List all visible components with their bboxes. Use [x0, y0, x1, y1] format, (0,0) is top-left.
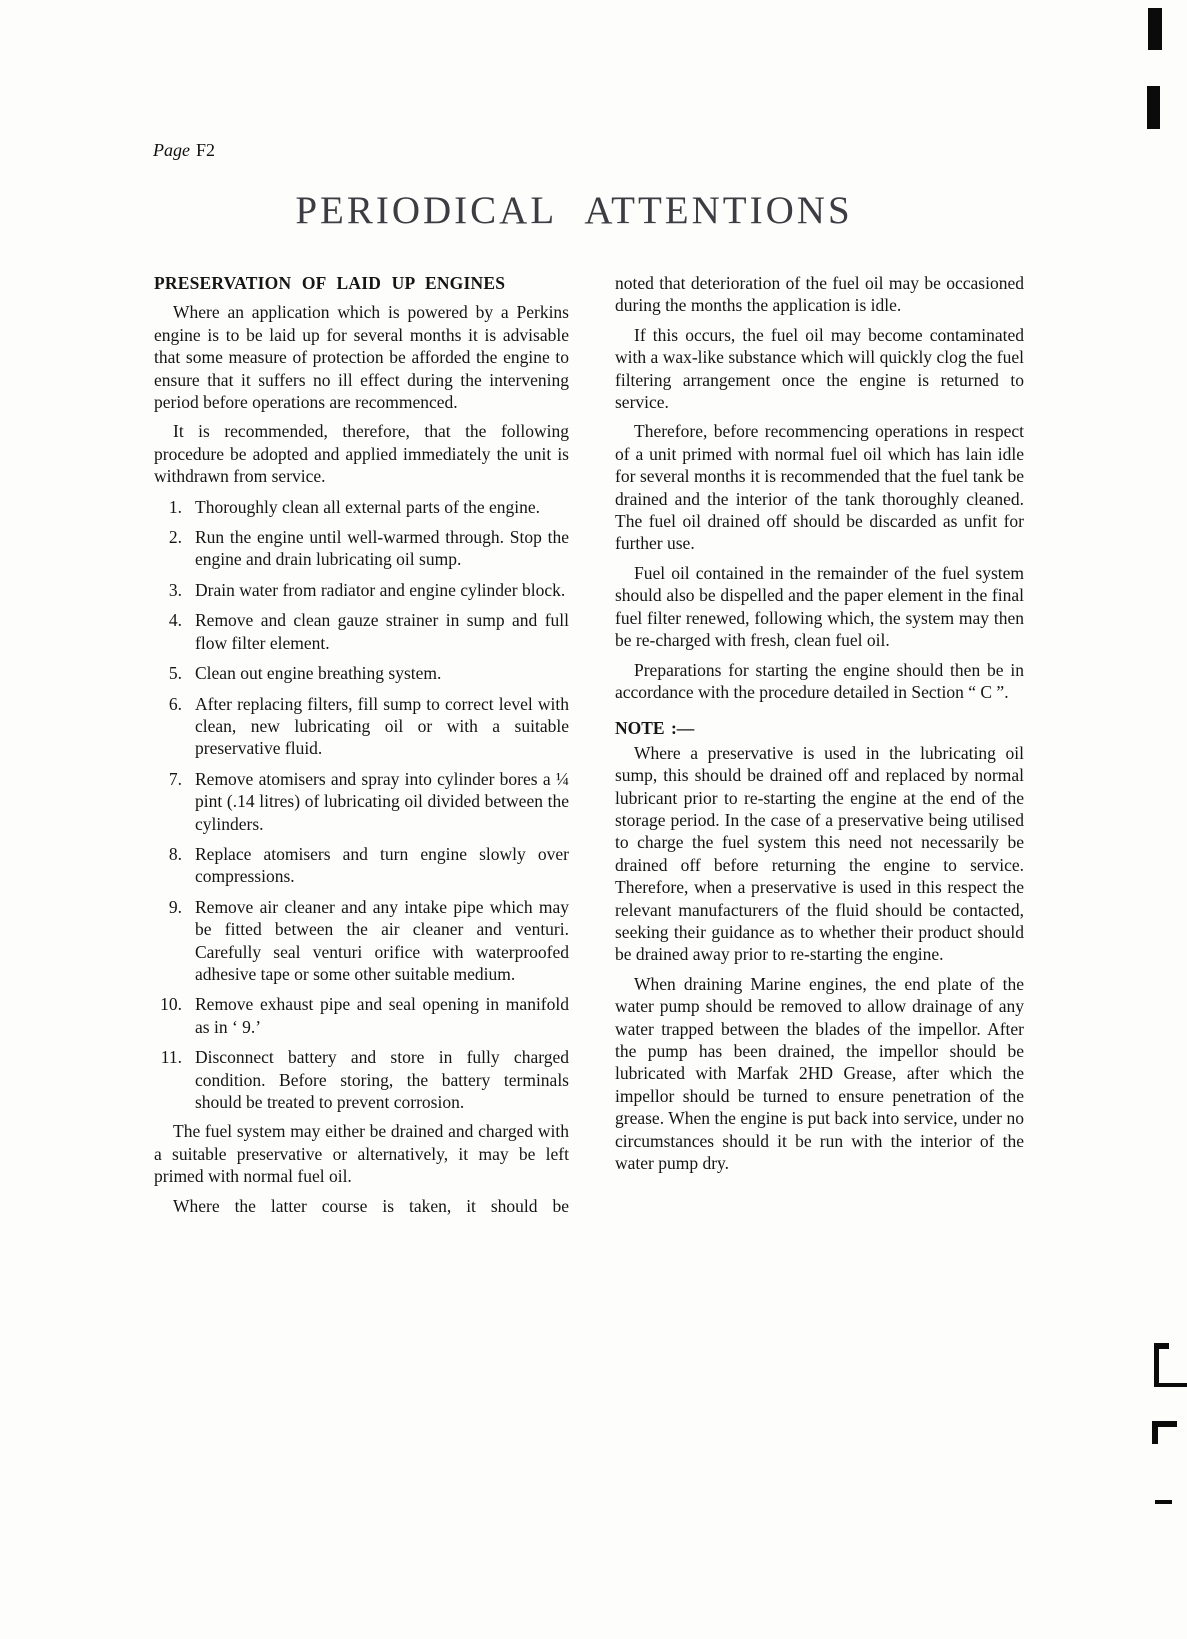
list-item	[154, 693, 569, 760]
right-column	[615, 272, 1024, 1217]
two-column-body	[154, 272, 1024, 1217]
list-item	[154, 662, 569, 684]
list-item-text: Drain water from radiator and engine cylinder block.	[195, 579, 566, 600]
paragraph: Therefore, before recommencing operations in respect of a unit primed with normal fuel oil which has lain idle for several months it is recommended that the fuel tank be drained and the interior of the tank thoroughly cleaned. The fuel oil drained off should be discarded as unfit for further use.	[615, 421, 1024, 554]
paragraph: Preparations for starting the engine should then be in accordance with the procedure detailed in Section “ C ”.	[615, 659, 1024, 702]
corner-dash-icon	[1155, 1500, 1172, 1504]
list-item-number: 6.	[168, 693, 182, 714]
page-title: PERIODICAL ATTENTIONS	[295, 189, 853, 232]
list-item	[154, 993, 569, 1038]
section-heading: PRESERVATION OF LAID UP ENGINES	[154, 273, 506, 293]
list-item-text: Remove exhaust pipe and seal opening in manifold as in ‘ 9.’	[195, 994, 569, 1037]
registration-bar-icon	[1147, 86, 1160, 129]
list-item-number: 2.	[168, 527, 182, 548]
list-item	[154, 579, 569, 601]
list-item-text: Thoroughly clean all external parts of the engine.	[195, 496, 541, 517]
left-column	[154, 272, 569, 1217]
list-item-text: After replacing filters, fill sump to correct level with clean, new lubricating oil or with a suitable preservative fluid.	[195, 693, 569, 759]
paragraph: noted that deterioration of the fuel oil may be occasioned during the months the application is idle.	[615, 273, 1024, 316]
list-item	[154, 496, 569, 518]
list-item-number: 7.	[168, 768, 182, 789]
list-item-text: Remove and clean gauze strainer in sump and full flow filter element.	[195, 610, 569, 653]
list-item	[154, 1046, 569, 1113]
page-label-word: Page	[153, 140, 190, 160]
list-item-text: Remove atomisers and spray into cylinder bores a ¼ pint (.14 litres) of lubricating oil divided between the cylinders.	[195, 768, 569, 834]
note-block	[615, 717, 1024, 1174]
list-item-number: 5.	[168, 663, 182, 684]
list-item-number: 1.	[168, 496, 182, 517]
list-item-number: 9.	[168, 896, 182, 917]
paragraph: Where an application which is powered by a Perkins engine is to be laid up for several months it is advisable that some measure of protection be afforded the engine to ensure that it suffers no ill effect during the intervening period before operations are recommenced.	[154, 302, 569, 413]
list-item-text: Run the engine until well-warmed through. Stop the engine and drain lubricating oil sump.	[195, 527, 569, 570]
list-item	[154, 896, 569, 986]
list-item	[154, 843, 569, 888]
paragraph: When draining Marine engines, the end plate of the water pump should be removed to allow drainage of any water trapped between the blades of the impellor. After the pump has been drained, the impellor should be lubricated with Marfak 2HD Grease, after which the impellor should be turned to ensure penetration of the grease. When the engine is put back into service, under no circumstances should it be run with the interior of the water pump dry.	[615, 973, 1024, 1174]
paragraph: If this occurs, the fuel oil may become contaminated with a wax-like substance which will quickly clog the fuel filtering arrangement once the engine is returned to service.	[615, 324, 1024, 413]
numbered-list	[154, 496, 569, 1114]
corner-bracket-icon	[1154, 1344, 1187, 1387]
paragraph: Where the latter course is taken, it should be	[173, 1195, 569, 1216]
list-item	[154, 768, 569, 835]
paragraph: It is recommended, therefore, that the following procedure be adopted and applied immediately the unit is withdrawn from service.	[154, 421, 569, 487]
paragraph: Where a preservative is used in the lubricating oil sump, this should be drained off and replaced by normal lubricant prior to re-starting the engine at the end of the storage period. In the case of a preservative being utilised to charge the fuel system this need not necessarily be drained off before returning the engine to service. Therefore, when a preservative is used in this respect the relevant manufacturers of the fluid should be contacted, seeking their guidance as to whether their product should be drained away prior to re-starting the engine.	[615, 742, 1024, 965]
list-item-number: 4.	[168, 610, 182, 631]
list-item	[154, 609, 569, 654]
note-heading: NOTE :—	[615, 718, 695, 739]
list-item-text: Remove air cleaner and any intake pipe which may be fitted between the air cleaner and venturi. Carefully seal venturi orifice with waterproofed adhesive tape or some other suitable medium.	[195, 896, 569, 984]
list-item-number: 10.	[160, 994, 182, 1015]
list-item-text: Clean out engine breathing system.	[195, 663, 442, 684]
list-item-text: Replace atomisers and turn engine slowly over compressions.	[195, 843, 569, 887]
paragraph: Fuel oil contained in the remainder of the fuel system should also be dispelled and the paper element in the final fuel filter renewed, following which, the system may then be re-charged with fresh, clean fuel oil.	[615, 562, 1024, 651]
registration-bar-icon	[1148, 8, 1162, 50]
list-item-text: Disconnect battery and store in fully charged condition. Before storing, the battery terminals should be treated to prevent corrosion.	[195, 1047, 569, 1112]
list-item	[154, 526, 569, 571]
list-item-number: 8.	[168, 843, 182, 864]
paragraph: The fuel system may either be drained and charged with a suitable preservative or alternatively, it may be left primed with normal fuel oil.	[154, 1121, 569, 1187]
page-label	[153, 140, 215, 161]
corner-tick-icon	[1152, 1421, 1177, 1444]
list-item-number: 3.	[168, 579, 182, 600]
page-number: F2	[195, 140, 215, 160]
list-item-number: 11.	[160, 1047, 182, 1068]
